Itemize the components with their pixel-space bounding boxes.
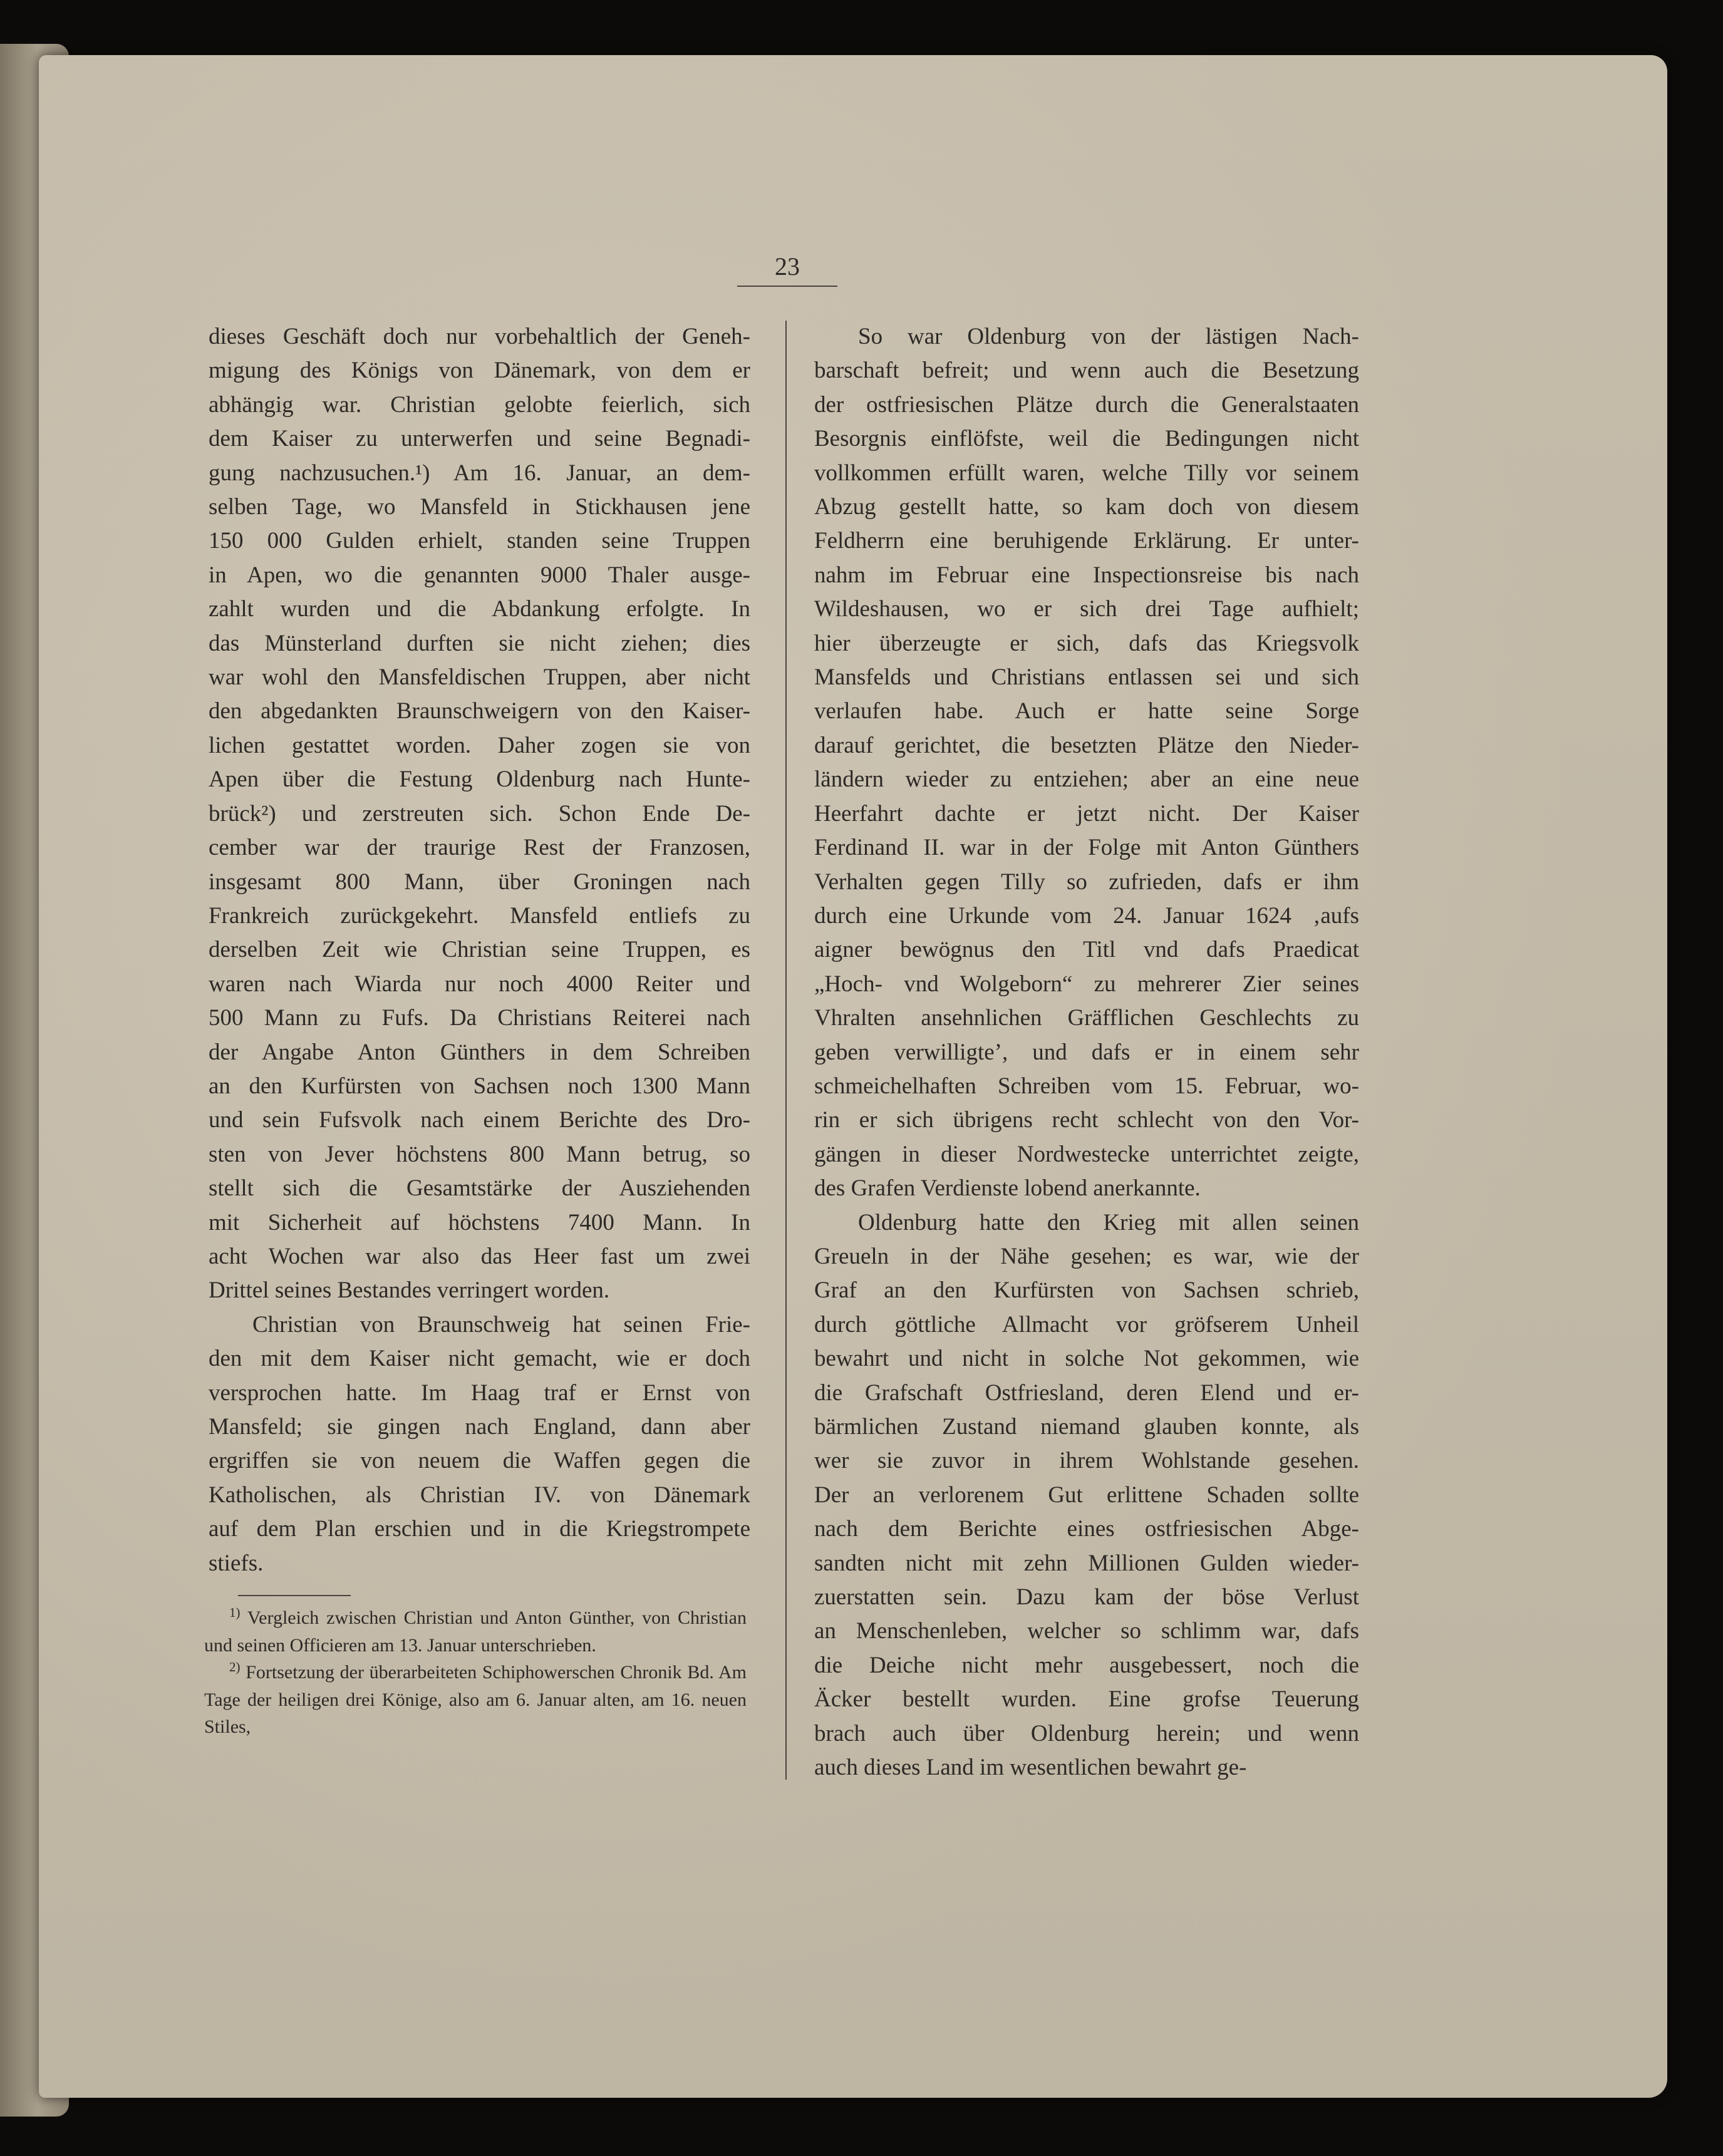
left-paragraph-2 xyxy=(209,1308,750,1581)
text-line: Ferdinand II. war in der Folge mit Anton Günthers xyxy=(814,835,1359,861)
text-line: auch dieses Land im wesentlichen bewahrt ge- xyxy=(814,1755,1247,1781)
text-line: durch eine Urkunde vom 24. Januar 1624 ‚aufs xyxy=(814,902,1359,929)
text-line: ergriffen sie von neuem die Waffen gegen die xyxy=(209,1448,750,1474)
text-line: stiefs. xyxy=(209,1550,264,1576)
text-line: sten von Jever höchstens 800 Mann betrug, so xyxy=(209,1141,750,1167)
text-line: zuerstatten sein. Dazu kam der böse Verlust xyxy=(814,1584,1359,1611)
text-line: abhängig war. Christian gelobte feierlich, sich xyxy=(209,391,750,418)
page-number: 23 xyxy=(775,252,800,281)
text-line: Graf an den Kurfürsten von Sachsen schrieb, xyxy=(814,1277,1359,1304)
footnote-1-text: Vergleich zwischen Christian und Anton Günther, von Christian und seinen Officieren am 13. Januar unterschrieben. xyxy=(204,1607,747,1656)
text-line: 150 000 Gulden erhielt, standen seine Truppen xyxy=(209,528,750,554)
footnotes xyxy=(204,1604,747,1741)
text-line: cember war der traurige Rest der Franzosen, xyxy=(209,835,750,861)
text-line: Der an verlorenem Gut erlittene Schaden sollte xyxy=(814,1482,1359,1508)
text-line: den mit dem Kaiser nicht gemacht, wie er doch xyxy=(209,1346,750,1372)
text-line: dieses Geschäft doch nur vorbehaltlich der Geneh- xyxy=(209,324,750,349)
text-line: geben verwilligte’, und dafs er in einem sehr xyxy=(814,1039,1359,1065)
text-line: durch göttliche Allmacht vor gröfserem Unheil xyxy=(814,1311,1359,1338)
text-line: die Grafschaft Ostfriesland, deren Elend und er- xyxy=(814,1380,1359,1406)
text-line: ländern wieder zu entziehen; aber an eine neue xyxy=(814,766,1359,793)
text-line: nach dem Berichte eines ostfriesischen Abge- xyxy=(814,1516,1359,1542)
header-rule xyxy=(737,286,837,287)
text-line: 500 Mann zu Fufs. Da Christians Reiterei nach xyxy=(209,1005,750,1031)
text-line: der Angabe Anton Günthers in dem Schreiben xyxy=(209,1039,750,1065)
text-line: sandten nicht mit zehn Millionen Gulden wieder- xyxy=(814,1550,1359,1576)
text-line: hier überzeugte er sich, dafs das Kriegsvolk xyxy=(814,630,1359,656)
text-line: insgesamt 800 Mann, über Groningen nach xyxy=(209,869,750,895)
text-line: nahm im Februar eine Inspectionsreise bis nach xyxy=(814,562,1359,588)
text-line: verlaufen habe. Auch er hatte seine Sorge xyxy=(814,698,1359,725)
left-column xyxy=(209,320,750,1581)
text-line: versprochen hatte. Im Haag traf er Ernst von xyxy=(209,1380,750,1406)
text-line: Drittel seines Bestandes verringert worden. xyxy=(209,1277,610,1304)
text-line: stellt sich die Gesamtstärke der Ausziehenden xyxy=(209,1175,750,1202)
footnote-1-mark: 1) xyxy=(229,1605,241,1620)
text-line: aigner bewögnus den Titl vnd dafs Praedicat xyxy=(814,937,1359,963)
text-line: selben Tage, wo Mansfeld in Stickhausen jene xyxy=(209,494,750,520)
text-line: brach auch über Oldenburg herein; und wenn xyxy=(814,1720,1359,1746)
right-paragraph-1 xyxy=(814,320,1359,1206)
text-line: migung des Königs von Dänemark, von dem er xyxy=(209,358,750,384)
text-line: Katholischen, als Christian IV. von Dänemark xyxy=(209,1482,750,1508)
right-paragraph-2 xyxy=(814,1206,1359,1785)
footnote-2 xyxy=(204,1659,747,1741)
text-line: des Grafen Verdienste lobend anerkannte. xyxy=(814,1175,1201,1202)
text-line: mit Sicherheit auf höchstens 7400 Mann. In xyxy=(209,1209,750,1235)
text-line: vollkommen erfüllt waren, welche Tilly vor seinem xyxy=(814,460,1359,486)
text-line: „Hoch- vnd Wolgeborn“ zu mehrerer Zier seines xyxy=(814,971,1359,997)
text-line: Vhralten ansehnlichen Gräfflichen Geschlechts zu xyxy=(814,1005,1359,1031)
text-line: bärmlichen Zustand niemand glauben konnte, als xyxy=(814,1414,1359,1440)
text-line: wer sie zuvor in ihrem Wohlstande gesehen. xyxy=(814,1448,1359,1474)
column-divider xyxy=(785,321,787,1780)
text-line: waren nach Wiarda nur noch 4000 Reiter und xyxy=(209,971,750,997)
text-line: Äcker bestellt wurden. Eine grofse Teuerung xyxy=(814,1686,1359,1713)
left-paragraph-1 xyxy=(209,320,750,1308)
text-line: Apen über die Festung Oldenburg nach Hunte- xyxy=(209,766,750,793)
text-line: Mansfeld; sie gingen nach England, dann aber xyxy=(209,1414,750,1440)
text-line: schmeichelhaften Schreiben vom 15. Februar, wo- xyxy=(814,1073,1359,1099)
right-column xyxy=(814,320,1359,1785)
text-line: Besorgnis einflöfste, weil die Bedingungen nicht xyxy=(814,426,1359,452)
text-line: Wildeshausen, wo er sich drei Tage aufhielt; xyxy=(814,596,1359,622)
text-line: und sein Fufsvolk nach einem Berichte des Dro- xyxy=(209,1107,750,1133)
text-line: So war Oldenburg von der lästigen Nach- xyxy=(858,324,1359,349)
text-line: gängen in dieser Nordwestecke unterrichtet zeigte, xyxy=(814,1141,1359,1167)
footnote-2-mark: 2) xyxy=(229,1659,241,1674)
text-line: Verhalten gegen Tilly so zufrieden, dafs er ihm xyxy=(814,869,1359,895)
footnote-1 xyxy=(204,1604,747,1659)
text-line: derselben Zeit wie Christian seine Truppen, es xyxy=(209,937,750,963)
text-line: barschaft befreit; und wenn auch die Besetzung xyxy=(814,358,1359,384)
text-line: rin er sich übrigens recht schlecht von den Vor- xyxy=(814,1107,1359,1133)
text-line: gung nachzusuchen.¹) Am 16. Januar, an dem- xyxy=(209,460,750,486)
text-line: Greueln in der Nähe gesehen; es war, wie der xyxy=(814,1243,1359,1269)
text-line: Heerfahrt dachte er jetzt nicht. Der Kaiser xyxy=(814,800,1359,827)
text-line: der ostfriesischen Plätze durch die Generalstaaten xyxy=(814,391,1359,418)
text-line: bewahrt und nicht in solche Not gekommen, wie xyxy=(814,1346,1359,1372)
text-line: die Deiche nicht mehr ausgebessert, noch die xyxy=(814,1652,1359,1678)
text-line: Oldenburg hatte den Krieg mit allen seinen xyxy=(858,1209,1359,1235)
text-line: Abzug gestellt hatte, so kam doch von diesem xyxy=(814,494,1359,520)
text-line: lichen gestattet worden. Daher zogen sie von xyxy=(209,732,750,758)
text-line: Christian von Braunschweig hat seinen Frie- xyxy=(252,1311,750,1338)
footnote-rule xyxy=(238,1595,351,1596)
text-line: acht Wochen war also das Heer fast um zwei xyxy=(209,1243,750,1269)
text-line: brück²) und zerstreuten sich. Schon Ende De- xyxy=(209,800,750,827)
text-line: an Menschenleben, welcher so schlimm war, dafs xyxy=(814,1618,1359,1644)
text-line: in Apen, wo die genannten 9000 Thaler ausge- xyxy=(209,562,750,588)
text-line: war wohl den Mansfeldischen Truppen, aber nicht xyxy=(209,664,750,691)
text-line: den abgedankten Braunschweigern von den Kaiser- xyxy=(209,698,750,725)
text-line: Feldherrn eine beruhigende Erklärung. Er unter- xyxy=(814,528,1359,554)
text-line: Frankreich zurückgekehrt. Mansfeld entliefs zu xyxy=(209,902,750,929)
text-line: zahlt wurden und die Abdankung erfolgte. In xyxy=(209,596,750,622)
text-line: an den Kurfürsten von Sachsen noch 1300 Mann xyxy=(209,1073,750,1099)
text-line: Mansfelds und Christians entlassen sei und sich xyxy=(814,664,1359,691)
text-line: das Münsterland durften sie nicht ziehen; dies xyxy=(209,630,750,656)
text-line: darauf gerichtet, die besetzten Plätze den Nieder- xyxy=(814,732,1359,758)
text-line: auf dem Plan erschien und in die Kriegstrompete xyxy=(209,1516,750,1542)
text-line: dem Kaiser zu unterwerfen und seine Begnadi- xyxy=(209,426,750,452)
footnote-2-text: Fortsetzung der überarbeiteten Schiphowerschen Chronik Bd. Am Tage der heiligen drei Könige, also am 6. Januar alten, am 16. neuen Stiles, xyxy=(204,1662,747,1737)
